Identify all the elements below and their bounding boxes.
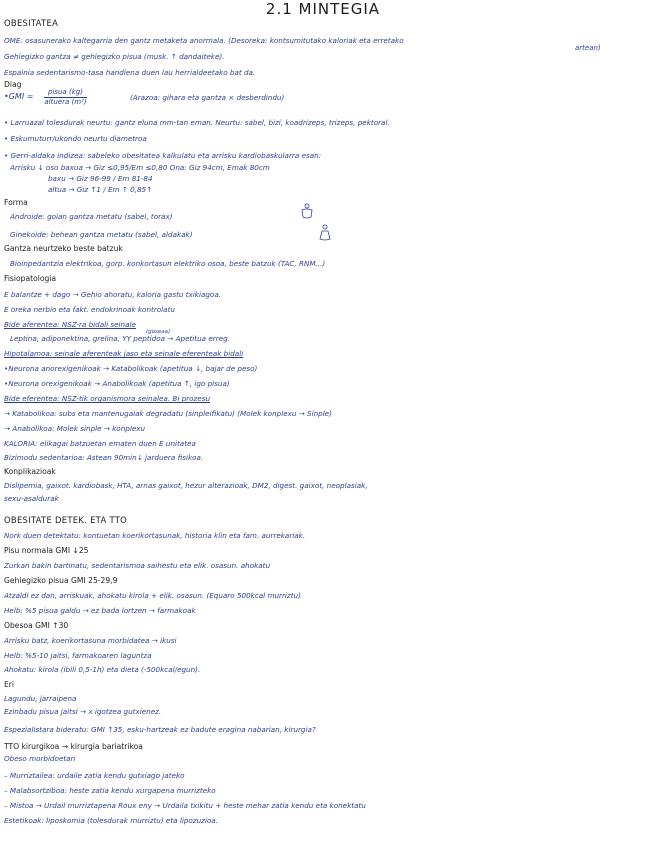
nork-note: Nork duen detektatu: kontuetan koerikortasunak, historia klin eta fam. aurrekariak.	[4, 531, 306, 540]
kaloria-note: KALORIA: elikagai batzuetan ematen duen E unitatea	[4, 439, 196, 448]
obeso-morbido-note: Obeso morbidoetan	[4, 754, 76, 763]
heading-gehiegizko-pisua: Gehiegizko pisua GMI 25-29,9	[4, 576, 118, 585]
katabolikoa-note: → Katabolikoa: subs eta mantenugaiak degradatu (sinpleifikatu) (Molek konplexu → Sinple)	[4, 409, 332, 418]
zurkan-note: Zurkan bakin bartinatu, sedentarismoa saihestu eta elik. osasun. ahokatu	[4, 561, 271, 570]
ezinbada-note: Ezinbadu pisua jaitsi → x igotzea gutxienez.	[4, 707, 162, 716]
sexu-note: sexu-asaldurak	[4, 494, 59, 503]
heading-forma: Forma	[4, 198, 28, 207]
heading-konplikazioak: Konplikazioak	[4, 467, 56, 476]
helb2-note: Helb: %5-10 jaitsi, farmakoaren laguntza	[4, 651, 152, 660]
neurona-orexigenikoak: •Neurona orexigenikoak → Anabolikoak (apetitua ↑, igo pisua)	[4, 379, 230, 388]
arrisku-altua: altua → Giz ↑1 / Em ↑ 0,85↑	[48, 185, 153, 194]
heading-obesitate-detek: OBESITATE DETEK. ETA TTO	[4, 515, 128, 525]
eskumuturr-note: • Eskumuturr/ukondo neurtu diametroa	[4, 134, 147, 143]
leptina-note: Leptina, adiponektina, grelina, YY peptidoa → Apetitua erreg.	[10, 334, 230, 343]
bizimodu-note: Bizimodu sedentarioa: Astean 90min↓ jarduera fisikoa.	[4, 453, 204, 462]
grelina-annotation: (goseaa)	[146, 329, 171, 335]
gehiegizko-note: Gehiegizko gantza ≠ gehiegizko pisua (musk. ↑ dandaiteke).	[4, 52, 225, 61]
malabsortziboa-note: – Malabsortziboa: heste zatia kendu xurgapena murrizteko	[4, 786, 216, 795]
bide-aferentea-note: Bide aferentea: NSZ-ra bidali seinale	[4, 320, 136, 329]
ome-definition: OME: osasunerako kaltegarria den gantz metaketa anormala. (Desoreka: kontsumitutako kaloriak eta erretako	[4, 36, 404, 45]
bioinpedantzia-note: Bioinpedantzia elektrikoa, gorp. konkortasun elektriko osoa, beste batzuk (TAC, RNM...)	[10, 259, 326, 268]
helb1-note: Helb: %5 pisua galdu → ez bada lortzen → farmakoak	[4, 606, 196, 615]
gmi-formula	[44, 88, 87, 107]
espainia-note: Espainia sedentarismo-tasa handiena duen lau herrialdeetako bat da.	[4, 68, 256, 77]
gmi-denominator: altuera (m²)	[44, 98, 87, 106]
e-oreka-note: E oreka nerbio eta fakt. endokrinoak kontrolatu	[4, 305, 175, 314]
upper-body-figure-icon	[300, 203, 314, 221]
espezialistara-note: Espezialistara bideratu: GMI ↑35, esku-hartzeak ez badute eragina nabarian, kirurgia?	[4, 725, 316, 734]
heading-diag: Diag	[4, 80, 22, 89]
larruazal-note: • Larruazal tolesdurak neurtu: gantz eluna mm-tan eman. Neurtu: sabel, bizi, koadrizeps, trizeps, pektoral.	[4, 118, 390, 127]
ginekoide-note: Ginekoide: behean gantza metatu (sabel, aldakak)	[10, 230, 193, 239]
e-balantze-note: E balantze + dago → Gehio ahoratu, kaloria gastu txikiagoa.	[4, 290, 222, 299]
bide-eferentea-note: Bide eferentea: NSZ-tik organismora seinalea. Bi prozesu	[4, 394, 211, 403]
murriztailea-note: – Murriztailea: urdaile zatia kendu gutxiago jateko	[4, 771, 185, 780]
heading-gantza-neurtzeko: Gantza neurtzeko beste batzuk	[4, 244, 123, 253]
hipotalamoa-note: Hipotalamoa: seinale aferenteak jaso eta seinale eferenteak bidali	[4, 349, 244, 358]
heading-eri: Eri	[4, 680, 15, 689]
heading-obesitatea: OBESITATEA	[4, 18, 59, 28]
gmi-numerator: pisua (kg)	[44, 88, 87, 98]
neurona-anorexigenikoak: •Neurona anorexigenikoak → Katabolikoak (apetitua ↓, bajar de peso)	[4, 364, 258, 373]
gerri-aldaka-note: • Gerri-aldaka indizea: sabeleko obesitatea kalkulatu eta arrisku kardiobaskularra esan:	[4, 151, 322, 160]
gmi-note: (Arazoa: gihara eta gantza × desberdindu)	[130, 93, 285, 102]
page-title: 2.1 MINTEGIA	[265, 0, 381, 18]
heading-fisiopatologia: Fisiopatologia	[4, 274, 57, 283]
androide-note: Androide: goian gantza metatu (sabel, torax)	[10, 212, 173, 221]
dislipemia-note: Dislipemia, gaixot. kardiobask, HTA, arnas gaixot, hezur alterazioak, DM2, digest. gaixot, neoplasiak,	[4, 481, 368, 490]
heading-pisu-normala: Pisu normala GMI ↓25	[4, 546, 89, 555]
ahokatu-note: Ahokatu: kirola (ibili 0,5-1h) eta dieta (-500kcal/egun).	[4, 665, 201, 674]
lagundu-note: Lagundu, jarraipena	[4, 694, 77, 703]
mistoa-note: – Mistoa → Urdail murriztapena Roux eny → Urdaila txikitu + heste mehar zatia kendu eta konektatu	[4, 801, 366, 810]
estetikoak-note: Estetikoak: liposkomia (tolesdurak murriztu) eta lipozuzioa.	[4, 816, 218, 825]
heading-obesoa: Obesoa GMI ↑30	[4, 621, 69, 630]
arrisku-baxu: baxu → Giz 96-99 / Em 81-84	[48, 174, 153, 183]
heading-tto-kirurgikoa: TTO kirurgikoa → kirurgia bariatrikoa	[4, 742, 143, 751]
lower-body-figure-icon	[318, 224, 332, 242]
atzaldi-note: Atzaldi ez dan, arriskuak, ahokatu kirola + elik. osasun. (Equaro 500kcal murriztu)	[4, 591, 301, 600]
arrisku-batz-note: Arrisku batz, koerikortasuna morbidatea → ikusi	[4, 636, 177, 645]
ome-continuation: artean)	[575, 44, 601, 52]
arrisku-baxua: Arrisku ↓ oso baxua → Giz ≤0,95/Em ≤0,80 Ona: Giz 94cm, Emak 80cm	[10, 163, 270, 172]
anabolikoa-note: → Anabolikoa: Molek sinple → konplexu	[4, 424, 146, 433]
gmi-label: •GMI =	[4, 92, 34, 101]
